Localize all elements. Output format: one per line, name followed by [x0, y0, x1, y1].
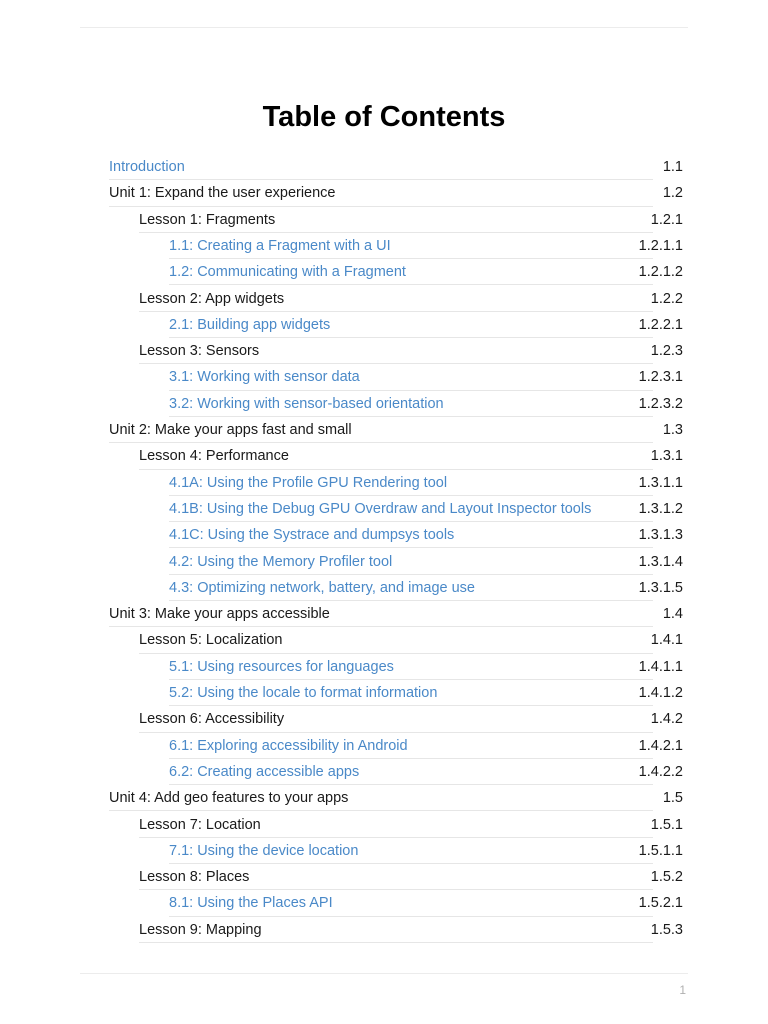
- toc-heading-item: [139, 812, 683, 838]
- toc-entry-label[interactable]: 5.2: Using the locale to format information: [169, 685, 438, 701]
- toc-link-item[interactable]: [169, 549, 683, 575]
- toc-entry-label[interactable]: 8.1: Using the Places API: [169, 895, 333, 912]
- page-number: 1: [679, 983, 686, 997]
- toc-entry-label[interactable]: 6.2: Creating accessible apps: [169, 763, 360, 780]
- toc-heading-item: [139, 207, 683, 233]
- toc-heading-item: [139, 338, 683, 364]
- toc-entry-number: 1.2.3.2: [638, 395, 683, 412]
- toc-heading-item: [139, 286, 683, 312]
- toc-entry-number: 1.3: [662, 422, 683, 438]
- toc-entry-number: 1.2.1.2: [638, 264, 683, 281]
- toc-entry-label[interactable]: 4.1A: Using the Profile GPU Rendering tool: [169, 474, 448, 491]
- toc-entry-number: 1.2.1: [650, 211, 683, 228]
- toc-link-item[interactable]: [169, 391, 683, 417]
- toc-link-item[interactable]: [169, 470, 683, 496]
- toc-entry-label[interactable]: 6.1: Exploring accessibility in Android: [169, 737, 408, 754]
- toc-entry-label: Lesson 8: Places: [139, 869, 250, 886]
- toc-heading-item: [139, 864, 683, 890]
- toc-entry-number: 1.2.2: [650, 290, 683, 307]
- toc-entry-number: 1.2.3: [650, 343, 683, 360]
- bottom-divider: [80, 973, 688, 974]
- toc-entry-label: Unit 1: Expand the user experience: [109, 185, 336, 202]
- toc-entry-label: Lesson 9: Mapping: [139, 921, 262, 938]
- toc-entry-number: 1.3.1.2: [638, 500, 683, 517]
- toc-entry-label: Lesson 3: Sensors: [139, 343, 260, 360]
- toc-entry-label[interactable]: 4.2: Using the Memory Profiler tool: [169, 553, 393, 570]
- toc-entry-label[interactable]: Introduction: [109, 159, 185, 175]
- toc-entry-number: 1.1: [662, 159, 683, 175]
- toc-link-item[interactable]: [169, 575, 683, 601]
- toc-entry-number: 1.4.1.2: [638, 685, 683, 701]
- toc-entry-number: 1.4.2.2: [638, 763, 683, 780]
- toc-entry-label[interactable]: 2.1: Building app widgets: [169, 316, 331, 333]
- toc-link-item[interactable]: [169, 654, 683, 680]
- toc-link-item[interactable]: [169, 890, 683, 916]
- toc-link-item[interactable]: [169, 312, 683, 338]
- toc-entry-label: Lesson 2: App widgets: [139, 290, 285, 307]
- toc-heading-item: [109, 601, 683, 627]
- toc-entry-number: 1.3.1.3: [638, 527, 683, 544]
- toc-link-item[interactable]: [169, 233, 683, 259]
- toc-entry-number: 1.3.1: [650, 448, 683, 465]
- toc-heading-item: [109, 180, 683, 206]
- toc-entry-number: 1.2.3.1: [638, 369, 683, 386]
- toc-entry-label: Lesson 5: Localization: [139, 632, 283, 649]
- toc-entry-number: 1.3.1.5: [638, 579, 683, 596]
- toc-entry-number: 1.4.2.1: [638, 737, 683, 754]
- toc-entry-number: 1.4.2: [650, 711, 683, 728]
- toc-entry-label[interactable]: 4.3: Optimizing network, battery, and image use: [169, 579, 475, 596]
- toc-entry-number: 1.4.1: [650, 632, 683, 649]
- toc-entry-label[interactable]: 3.1: Working with sensor data: [169, 369, 360, 386]
- toc-entry-label[interactable]: 5.1: Using resources for languages: [169, 658, 394, 675]
- toc-entry-label[interactable]: 1.1: Creating a Fragment with a UI: [169, 237, 391, 254]
- toc-link-item[interactable]: [169, 259, 683, 285]
- toc-entry-number: 1.5.2: [650, 869, 683, 886]
- toc-link-item[interactable]: [169, 733, 683, 759]
- toc-entry-number: 1.5.2.1: [638, 895, 683, 912]
- toc-entry-number: 1.5: [662, 790, 683, 807]
- toc-heading-item: [139, 443, 683, 469]
- toc-entry-label[interactable]: 7.1: Using the device location: [169, 842, 359, 859]
- top-divider: [80, 27, 688, 28]
- toc-heading-item: [139, 917, 683, 943]
- toc-entry-number: 1.5.1.1: [638, 842, 683, 859]
- toc-entry-label: Lesson 6: Accessibility: [139, 711, 285, 728]
- toc-entry-number: 1.5.3: [650, 921, 683, 938]
- toc-heading-item: [109, 785, 683, 811]
- toc-link-item[interactable]: [169, 522, 683, 548]
- toc-link-item[interactable]: [169, 680, 683, 706]
- toc-heading-item: [139, 627, 683, 653]
- toc-link-item[interactable]: [169, 364, 683, 390]
- toc-link-item[interactable]: [169, 759, 683, 785]
- toc-entry-label[interactable]: 3.2: Working with sensor-based orientation: [169, 395, 444, 412]
- toc-entry-label: Unit 4: Add geo features to your apps: [109, 790, 349, 807]
- toc-entry-divider: [139, 942, 653, 943]
- toc-heading-item: [109, 417, 683, 443]
- toc-link-item[interactable]: [109, 154, 683, 180]
- toc-entry-number: 1.5.1: [650, 816, 683, 833]
- toc-heading-item: [139, 706, 683, 732]
- toc-entry-number: 1.2.2.1: [638, 316, 683, 333]
- toc-entry-number: 1.3.1.4: [638, 553, 683, 570]
- toc-link-item[interactable]: [169, 496, 683, 522]
- toc-link-item[interactable]: [169, 838, 683, 864]
- toc-entry-number: 1.2: [662, 185, 683, 202]
- toc-entry-label[interactable]: 4.1C: Using the Systrace and dumpsys tools: [169, 527, 455, 544]
- toc-entry-number: 1.4.1.1: [638, 658, 683, 675]
- toc-entry-label[interactable]: 1.2: Communicating with a Fragment: [169, 264, 406, 281]
- toc-entry-number: 1.2.1.1: [638, 237, 683, 254]
- toc-entry-label: Unit 3: Make your apps accessible: [109, 606, 330, 623]
- page-title: Table of Contents: [262, 101, 506, 133]
- toc-entry-label: Unit 2: Make your apps fast and small: [109, 422, 352, 438]
- toc-entry-label: Lesson 7: Location: [139, 816, 261, 833]
- toc-entry-label: Lesson 4: Performance: [139, 448, 289, 465]
- toc-entry-label: Lesson 1: Fragments: [139, 211, 276, 228]
- toc-entry-number: 1.3.1.1: [638, 474, 683, 491]
- toc-entry-number: 1.4: [662, 606, 683, 623]
- toc-entry-label[interactable]: 4.1B: Using the Debug GPU Overdraw and Layout Inspector tools: [169, 500, 592, 517]
